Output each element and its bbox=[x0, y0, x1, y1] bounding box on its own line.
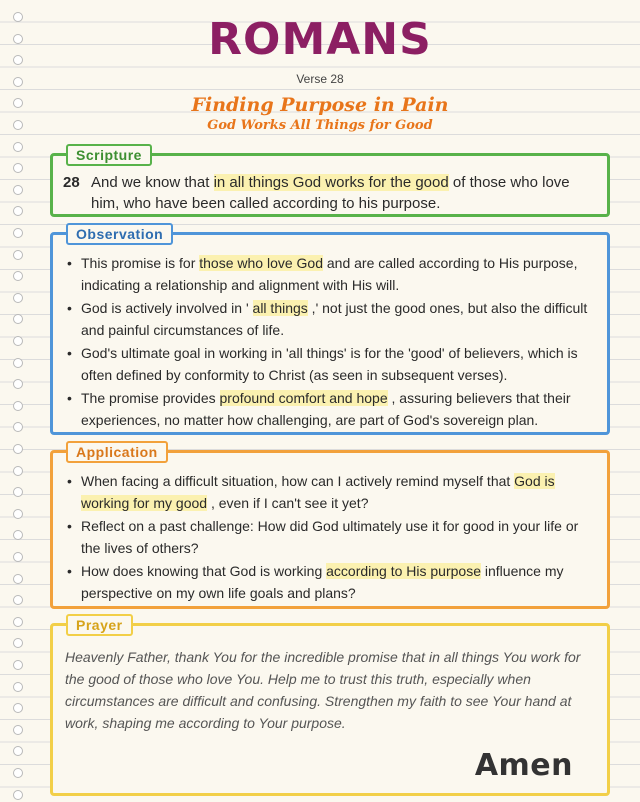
binder-hole bbox=[13, 790, 23, 800]
application-tab: Application bbox=[66, 441, 168, 463]
binder-hole bbox=[13, 487, 23, 497]
scripture-verse bbox=[63, 172, 597, 214]
list-item: • God's ultimate goal in working in 'all things' is for the 'good' of believers, which is often defined by conformity to Christ (as seen in subsequent verses). bbox=[65, 342, 595, 386]
page-title: ROMANS bbox=[208, 14, 432, 65]
binder-hole bbox=[13, 466, 23, 476]
subtitle-secondary: God Works All Things for Good bbox=[207, 118, 433, 133]
binder-hole bbox=[13, 314, 23, 324]
binder-hole bbox=[13, 746, 23, 756]
scripture-section bbox=[50, 147, 610, 217]
prayer-section bbox=[50, 617, 610, 796]
binder-hole bbox=[13, 703, 23, 713]
binder-hole bbox=[13, 336, 23, 346]
binder-hole bbox=[13, 574, 23, 584]
verse-label: Verse 28 bbox=[296, 72, 344, 86]
binder-hole bbox=[13, 595, 23, 605]
scripture-tab: Scripture bbox=[66, 144, 152, 166]
verse-number: 28 bbox=[63, 174, 80, 191]
application-section bbox=[50, 444, 610, 609]
list-item: • God is actively involved in ' all things ,' not just the good ones, but also the difficult and painful circumstances of life. bbox=[65, 297, 595, 341]
prayer-tab: Prayer bbox=[66, 614, 133, 636]
binder-hole bbox=[13, 530, 23, 540]
binder-hole bbox=[13, 422, 23, 432]
verse-text: And we know that in all things God works for the good of those who love him, who have been called according to his purpose. bbox=[91, 174, 570, 212]
binder-hole bbox=[13, 768, 23, 778]
binder-hole bbox=[13, 142, 23, 152]
binder-hole bbox=[13, 682, 23, 692]
binder-hole bbox=[13, 379, 23, 389]
application-list bbox=[65, 470, 595, 605]
list-item: • This promise is for those who love God and are called according to His purpose, indicating a relationship and alignment with His will. bbox=[65, 252, 595, 296]
verse-highlight: in all things God works for the good bbox=[213, 174, 449, 191]
list-item: • Reflect on a past challenge: How did God ultimately use it for good in your life or the lives of others? bbox=[65, 515, 595, 559]
list-item: • How does knowing that God is working according to His purpose influence my perspective on my own life goals and plans? bbox=[65, 560, 595, 604]
binder-hole bbox=[13, 228, 23, 238]
observation-list bbox=[65, 252, 595, 432]
binder-hole bbox=[13, 271, 23, 281]
binder-hole bbox=[13, 401, 23, 411]
binder-hole bbox=[13, 444, 23, 454]
binder-hole bbox=[13, 206, 23, 216]
binder-hole bbox=[13, 660, 23, 670]
binder-hole bbox=[13, 552, 23, 562]
binder-hole bbox=[13, 250, 23, 260]
amen-signature: Amen bbox=[474, 748, 573, 783]
observation-tab: Observation bbox=[66, 223, 173, 245]
binder-hole bbox=[13, 509, 23, 519]
binder-hole bbox=[13, 617, 23, 627]
subtitle-main: Finding Purpose in Pain bbox=[191, 94, 449, 116]
prayer-text: Heavenly Father, thank You for the incredible promise that in all things You work for the good of those who love You. Help me to trust this truth, especially when circumstances are difficult and confusing. Strengthen my faith to see Your hand at work, shaping me according to Your purpose. bbox=[65, 649, 581, 731]
list-item: • The promise provides profound comfort and hope , assuring believers that their experiences, no matter how challenging, are part of God's sovereign plan. bbox=[65, 387, 595, 431]
binder-hole bbox=[13, 293, 23, 303]
binder-hole bbox=[13, 185, 23, 195]
binder-hole bbox=[13, 163, 23, 173]
binder-hole bbox=[13, 358, 23, 368]
binder-hole bbox=[13, 725, 23, 735]
list-item: • When facing a difficult situation, how can I actively remind myself that God is working for my good , even if I can't see it yet? bbox=[65, 470, 595, 514]
binder-hole bbox=[13, 638, 23, 648]
observation-section bbox=[50, 226, 610, 435]
